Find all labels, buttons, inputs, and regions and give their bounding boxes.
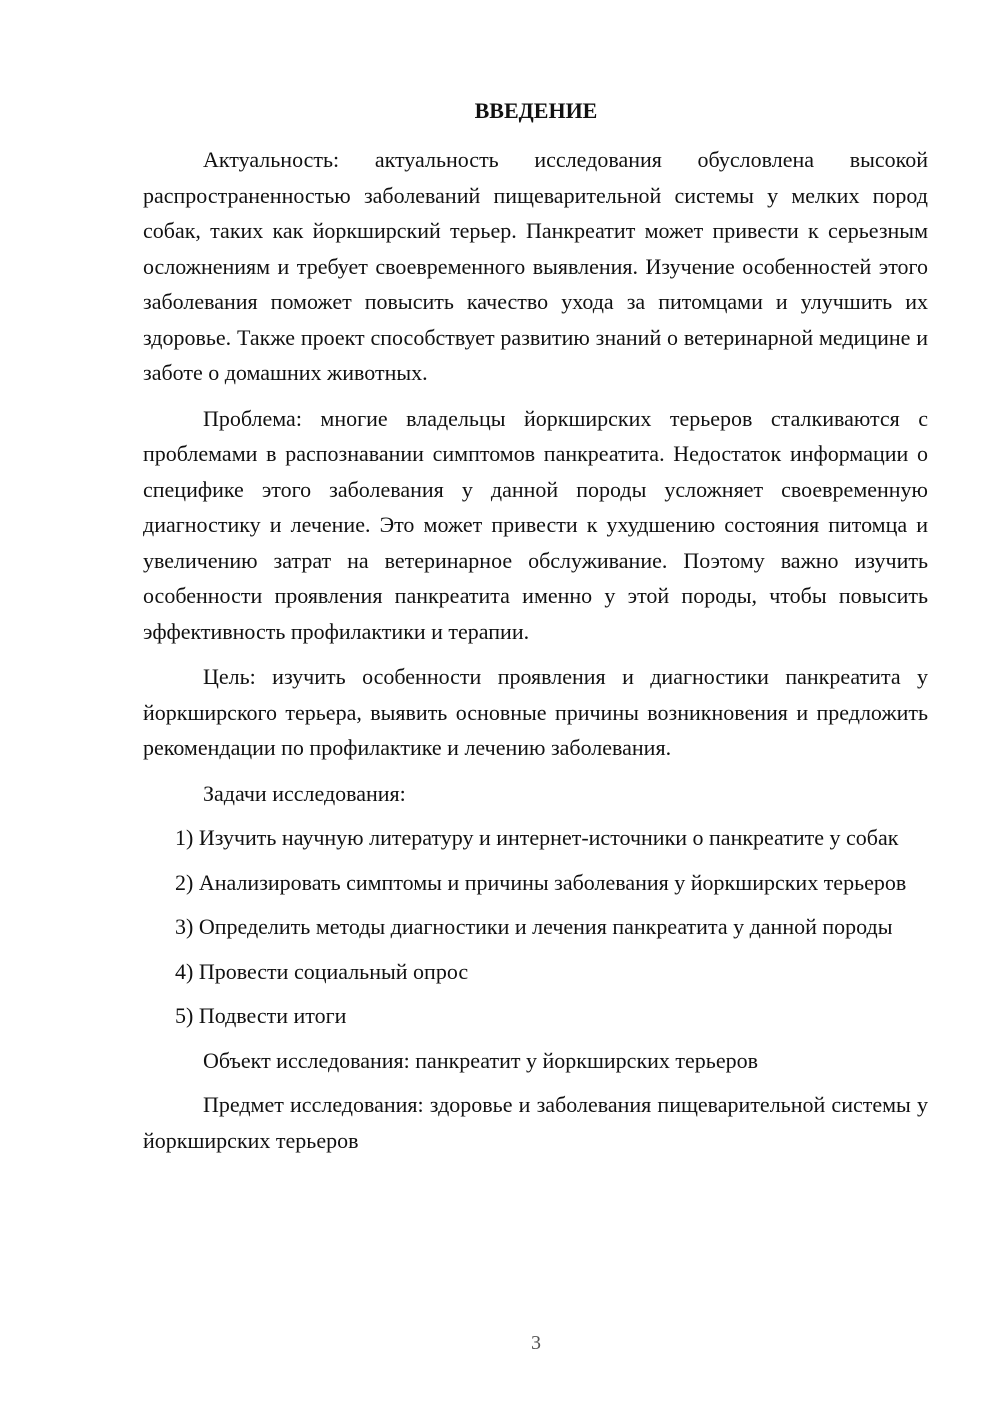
document-body	[143, 142, 928, 1168]
task-item-3: 3) Определить методы диагностики и лечения панкреатита у данной породы	[175, 914, 893, 939]
tasks-heading: Задачи исследования:	[203, 780, 406, 806]
research-subject-paragraph: Предмет исследования: здоровье и заболевания пищеварительной системы у йоркширских терьеров	[143, 1092, 928, 1153]
goal-paragraph: Цель: изучить особенности проявления и диагностики панкреатита у йоркширского терьера, выявить основные причины возникновения и предложить рекомендации по профилактике и лечению заболевания.	[143, 664, 928, 760]
task-item-2: 2) Анализировать симптомы и причины заболевания у йоркширских терьеров	[175, 869, 907, 895]
task-item-4: 4) Провести социальный опрос	[175, 958, 469, 984]
tasks-list	[143, 820, 928, 1034]
research-object-paragraph: Объект исследования: панкреатит у йоркширских терьеров	[203, 1047, 758, 1073]
page-number: 3	[531, 1332, 541, 1354]
problem-paragraph: Проблема: многие владельцы йоркширских терьеров сталкиваются с проблемами в распознавании симптомов панкреатита. Недостаток информации о специфике этого заболевания у данной породы усложняет своевременную диагностику и лечение. Это может привести к ухудшению состояния питомца и увеличению затрат на ветеринарное обслуживание. Поэтому важно изучить особенности проявления панкреатита именно у этой породы, чтобы повысить эффективность профилактики и терапии.	[143, 405, 928, 644]
page-title: ВВЕДЕНИЕ	[474, 98, 598, 123]
task-item-5: 5) Подвести итоги	[175, 1003, 347, 1028]
relevance-paragraph: Актуальность: актуальность исследования обусловлена высокой распространенностью заболеваний пищеварительной системы у мелких пород собак, таких как йоркширский терьер. Панкреатит может привести к серьезным осложнениям и требует своевременного выявления. Изучение особенностей этого заболевания поможет повысить качество ухода за питомцами и улучшить их здоровье. Также проект способствует развитию знаний о ветеринарной медицине и заботе о домашних животных.	[143, 147, 928, 385]
task-item-1: 1) Изучить научную литературу и интернет-источники о панкреатите у собак	[175, 825, 899, 850]
